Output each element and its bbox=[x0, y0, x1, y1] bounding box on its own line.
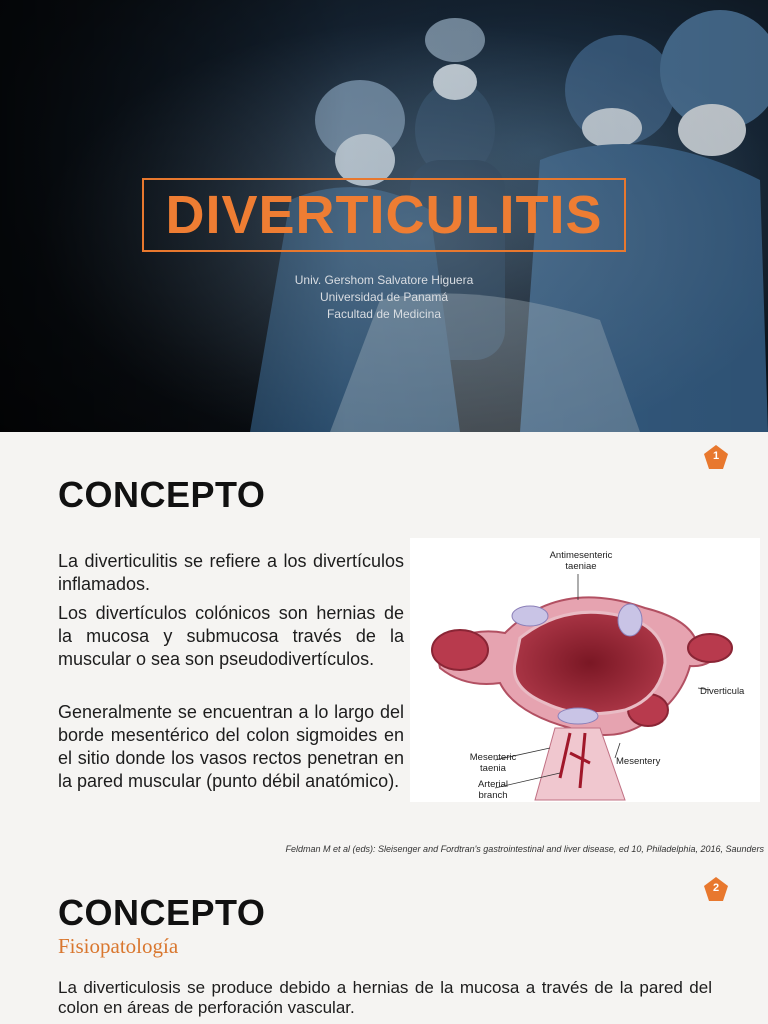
cover-slide bbox=[0, 0, 768, 432]
paragraph-hernias: Los divertículos colónicos son hernias de la mucosa y submucosa través de la muscular o sea son pseudodivertículos. bbox=[58, 603, 404, 669]
paragraph-definition: La diverticulitis se refiere a los divertículos inflamados. bbox=[58, 551, 404, 594]
slide-number: 2 bbox=[712, 882, 720, 894]
label-mesenteric-taenia: Mesenteric taenia bbox=[469, 752, 517, 774]
faculty-name: Facultad de Medicina bbox=[326, 307, 442, 321]
label-arterial-branch: Arterial branch bbox=[477, 779, 509, 801]
slide-number: 1 bbox=[712, 450, 720, 462]
label-diverticula: Diverticula bbox=[700, 686, 745, 697]
author-name: Univ. Gershom Salvatore Higuera bbox=[294, 273, 474, 287]
colon-diagram bbox=[410, 538, 760, 802]
slide-number-badge bbox=[703, 444, 729, 470]
slide-heading-2: CONCEPTO bbox=[58, 892, 266, 933]
slide-heading: CONCEPTO bbox=[58, 474, 266, 515]
slide-number-badge-2 bbox=[703, 876, 729, 902]
label-antimesenteric-taeniae: Antimesenteric taeniae bbox=[549, 550, 613, 572]
citation: Feldman M et al (eds): Sleisenger and Fordtran's gastrointestinal and liver disease, ed 10, Philadelphia, 2016, Saunders bbox=[285, 844, 764, 854]
colon-cross-section-figure bbox=[410, 538, 760, 802]
university-name: Universidad de Panamá bbox=[319, 290, 449, 304]
label-mesentery: Mesentery bbox=[616, 756, 661, 767]
slide-subheading: Fisiopatología bbox=[58, 934, 179, 958]
title-frame bbox=[142, 178, 626, 252]
presentation-title: DIVERTICULITIS bbox=[165, 185, 603, 245]
paragraph-physiopathology: La diverticulosis se produce debido a hernias de la mucosa a través de la pared del colon en áreas de perforación vascular. bbox=[58, 978, 712, 1017]
paragraph-location: Generalmente se encuentran a lo largo del borde mesentérico del colon sigmoides en el sitio donde los vasos rectos penetran en la pared muscular (punto débil anatómico). bbox=[58, 702, 404, 791]
